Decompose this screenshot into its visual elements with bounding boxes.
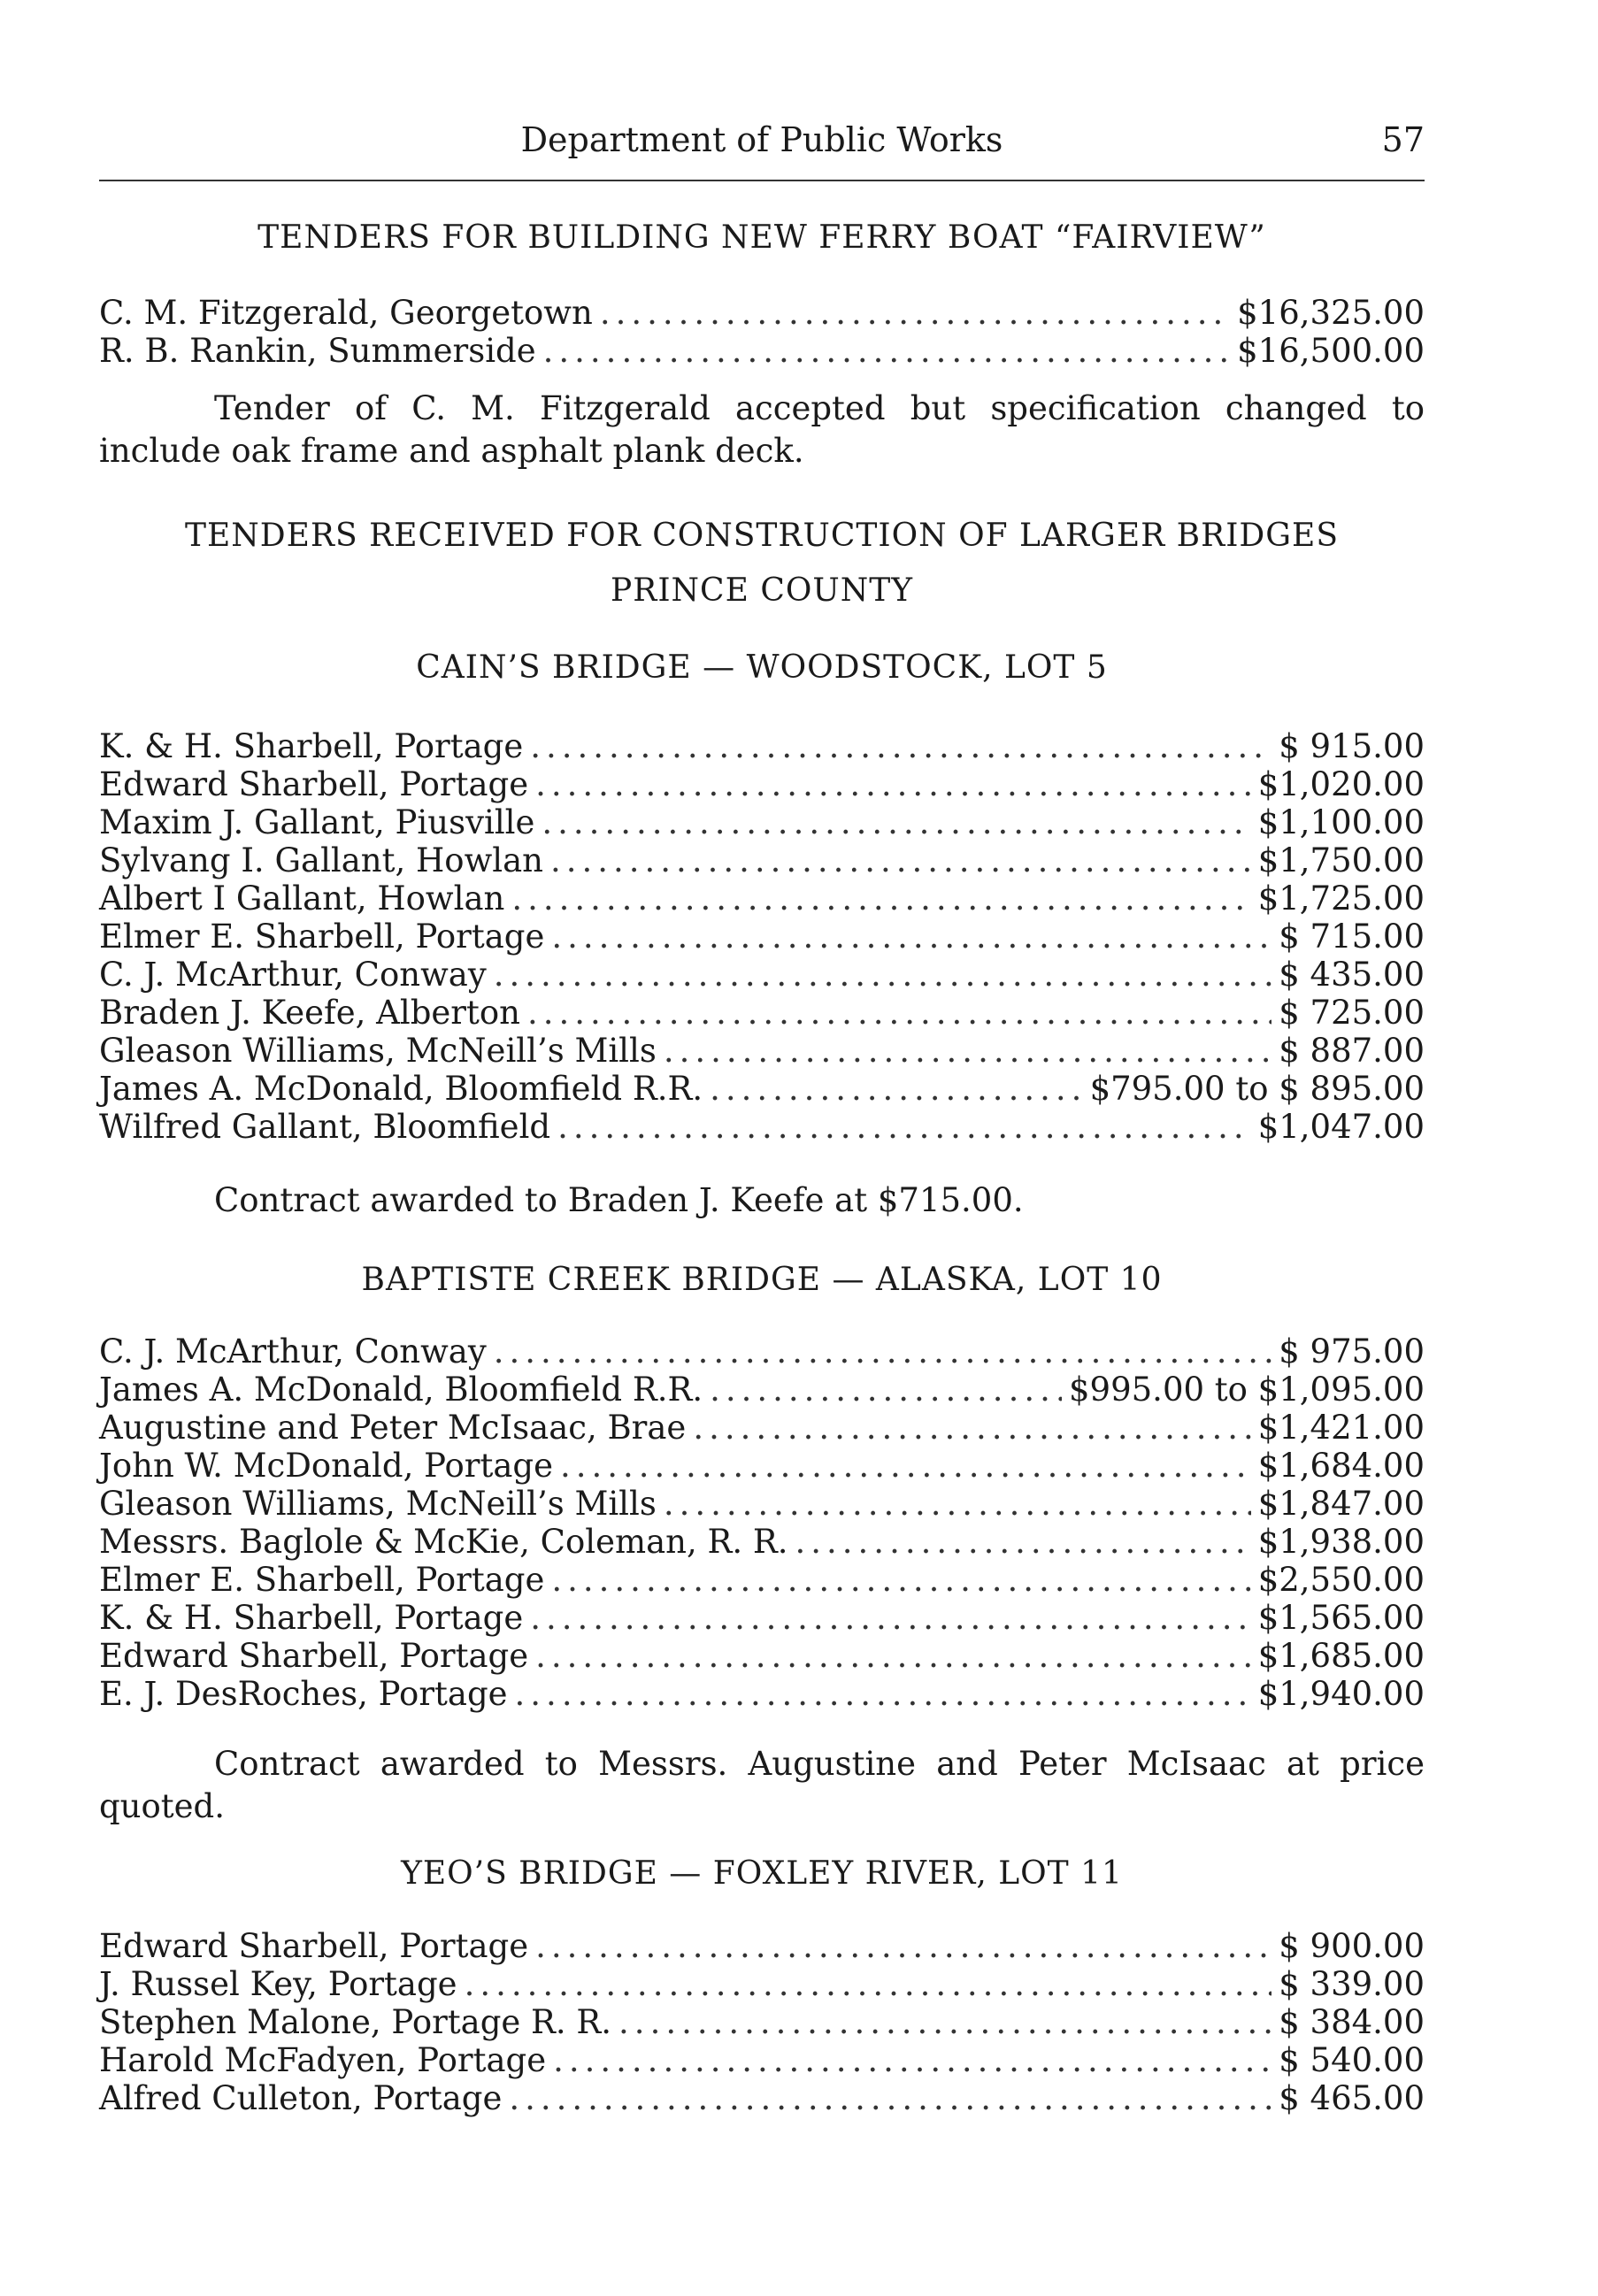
dot-leader	[535, 1927, 1271, 1965]
dot-leader	[542, 803, 1250, 841]
dot-leader	[551, 1561, 1250, 1599]
dot-leader	[527, 994, 1271, 1032]
tender-amount: $1,847.00	[1257, 1485, 1425, 1523]
tender-row	[99, 956, 1425, 994]
tender-name: Messrs. Baglole & McKie, Coleman, R. R.	[99, 1523, 788, 1561]
dot-leader	[494, 956, 1272, 994]
cains-heading: CAIN’S BRIDGE — WOODSTOCK, LOT 5	[416, 649, 1108, 686]
tender-row	[99, 803, 1425, 841]
tender-row	[99, 765, 1425, 803]
tender-row	[99, 2079, 1425, 2117]
tender-amount: $ 339.00	[1279, 1965, 1425, 2003]
tender-row	[99, 1523, 1425, 1561]
tender-row	[99, 1561, 1425, 1599]
tender-name: K. & H. Sharbell, Portage	[99, 727, 524, 765]
tender-amount: $ 384.00	[1279, 2003, 1425, 2041]
tender-row	[99, 1447, 1425, 1485]
dot-leader	[618, 2003, 1271, 2041]
tender-amount: $1,020.00	[1257, 765, 1425, 803]
tender-amount: $ 435.00	[1279, 956, 1425, 994]
tender-amount: $1,685.00	[1257, 1637, 1425, 1675]
tender-name: Elmer E. Sharbell, Portage	[99, 918, 545, 956]
tender-amount: $1,938.00	[1257, 1523, 1425, 1561]
ferry-heading: TENDERS FOR BUILDING NEW FERRY BOAT “FAIRVIEW”	[257, 219, 1266, 256]
tender-name: Maxim J. Gallant, Piusville	[99, 803, 535, 841]
tender-name: R. B. Rankin, Summerside	[99, 332, 536, 370]
cains-note: Contract awarded to Braden J. Keefe at $715.00.	[214, 1181, 1024, 1219]
tender-amount: $1,750.00	[1257, 841, 1425, 879]
tender-amount: $1,684.00	[1257, 1447, 1425, 1485]
tender-amount: $ 715.00	[1279, 918, 1425, 956]
tender-row	[99, 1108, 1425, 1146]
tender-amount: $16,500.00	[1237, 332, 1425, 370]
tender-row	[99, 294, 1425, 332]
tender-name: Gleason Williams, McNeill’s Mills	[99, 1485, 657, 1523]
tender-name: Edward Sharbell, Portage	[99, 1637, 529, 1675]
tender-amount: $2,550.00	[1257, 1561, 1425, 1599]
tender-name: Braden J. Keefe, Alberton	[99, 994, 520, 1032]
tender-row	[99, 2003, 1425, 2041]
tender-amount: $1,940.00	[1257, 1675, 1425, 1713]
page-header	[99, 120, 1425, 173]
tender-amount: $995.00 to $1,095.00	[1069, 1371, 1425, 1409]
tender-row	[99, 727, 1425, 765]
dot-leader	[795, 1523, 1251, 1561]
tender-name: Alfred Culleton, Portage	[99, 2079, 503, 2117]
tender-name: E. J. DesRoches, Portage	[99, 1675, 508, 1713]
tender-name: C. M. Fitzgerald, Georgetown	[99, 294, 593, 332]
cains-tender-list	[99, 727, 1425, 1146]
tender-row	[99, 1332, 1425, 1371]
tender-row	[99, 1965, 1425, 2003]
tender-row	[99, 332, 1425, 370]
tender-name: James A. McDonald, Bloomfield R.R.	[99, 1070, 703, 1108]
dot-leader	[535, 1637, 1251, 1675]
tender-row	[99, 1637, 1425, 1675]
tender-amount: $ 900.00	[1279, 1927, 1425, 1965]
dot-leader	[530, 1599, 1250, 1637]
dot-leader	[710, 1070, 1082, 1108]
tender-name: Elmer E. Sharbell, Portage	[99, 1561, 545, 1599]
dot-leader	[693, 1409, 1250, 1447]
dot-leader	[560, 1447, 1251, 1485]
tender-row	[99, 2041, 1425, 2079]
dot-leader	[600, 294, 1230, 332]
dot-leader	[553, 2041, 1271, 2079]
tender-amount: $1,421.00	[1257, 1409, 1425, 1447]
dot-leader	[557, 1108, 1251, 1146]
tender-row	[99, 1371, 1425, 1409]
tender-row	[99, 1032, 1425, 1070]
dot-leader	[664, 1032, 1271, 1070]
ferry-section	[99, 216, 1425, 260]
tender-row	[99, 1485, 1425, 1523]
tender-amount: $795.00 to $ 895.00	[1089, 1070, 1425, 1108]
baptiste-heading: BAPTISTE CREEK BRIDGE — ALASKA, LOT 10	[361, 1262, 1163, 1298]
tender-name: Gleason Williams, McNeill’s Mills	[99, 1032, 657, 1070]
tender-name: James A. McDonald, Bloomfield R.R.	[99, 1371, 703, 1409]
dot-leader	[710, 1371, 1062, 1409]
dot-leader	[515, 1675, 1251, 1713]
tender-amount: $ 540.00	[1279, 2041, 1425, 2079]
dot-leader	[511, 879, 1250, 918]
bridges-heading	[99, 509, 1425, 618]
tender-row	[99, 1070, 1425, 1108]
ferry-note: Tender of C. M. Fitzgerald accepted but specification changed to include oak frame and asphalt plank deck.	[99, 389, 1425, 470]
tender-name: Stephen Malone, Portage R. R.	[99, 2003, 612, 2041]
tender-name: Edward Sharbell, Portage	[99, 765, 529, 803]
tender-name: Albert I Gallant, Howlan	[99, 879, 505, 918]
yeos-heading: YEO’S BRIDGE — FOXLEY RIVER, LOT 11	[401, 1855, 1123, 1892]
tender-row	[99, 879, 1425, 918]
dot-leader	[543, 332, 1231, 370]
tender-amount: $16,325.00	[1237, 294, 1425, 332]
bridges-heading-line2: PRINCE COUNTY	[611, 572, 913, 609]
dot-leader	[664, 1485, 1251, 1523]
tender-name: John W. McDonald, Portage	[99, 1447, 553, 1485]
header-rule	[99, 180, 1425, 181]
tender-row	[99, 994, 1425, 1032]
dot-leader	[551, 918, 1271, 956]
ferry-tender-list	[99, 294, 1425, 370]
tender-name: Edward Sharbell, Portage	[99, 1927, 529, 1965]
tender-name: Wilfred Gallant, Bloomfield	[99, 1108, 551, 1146]
tender-row	[99, 1599, 1425, 1637]
tender-row	[99, 1409, 1425, 1447]
tender-amount: $1,047.00	[1257, 1108, 1425, 1146]
tender-row	[99, 1927, 1425, 1965]
tender-name: C. J. McArthur, Conway	[99, 956, 487, 994]
dot-leader	[530, 727, 1271, 765]
tender-amount: $1,565.00	[1257, 1599, 1425, 1637]
dot-leader	[509, 2079, 1271, 2117]
dot-leader	[550, 841, 1251, 879]
tender-name: J. Russel Key, Portage	[99, 1965, 457, 2003]
baptiste-note: Contract awarded to Messrs. Augustine and Peter McIsaac at price quoted.	[99, 1745, 1425, 1825]
tender-amount: $1,725.00	[1257, 879, 1425, 918]
tender-name: Harold McFadyen, Portage	[99, 2041, 547, 2079]
page-number: 57	[1381, 120, 1425, 159]
tender-name: Sylvang I. Gallant, Howlan	[99, 841, 543, 879]
tender-amount: $ 975.00	[1279, 1332, 1425, 1371]
baptiste-tender-list	[99, 1332, 1425, 1713]
tender-name: Augustine and Peter McIsaac, Brae	[99, 1409, 687, 1447]
tender-amount: $ 725.00	[1279, 994, 1425, 1032]
dot-leader	[494, 1332, 1272, 1371]
tender-amount: $1,100.00	[1257, 803, 1425, 841]
yeos-tender-list	[99, 1927, 1425, 2117]
bridges-heading-line1: TENDERS RECEIVED FOR CONSTRUCTION OF LARGER BRIDGES	[185, 518, 1339, 554]
tender-amount: $ 465.00	[1279, 2079, 1425, 2117]
tender-row	[99, 1675, 1425, 1713]
tender-amount: $ 915.00	[1279, 727, 1425, 765]
tender-row	[99, 918, 1425, 956]
dot-leader	[535, 765, 1251, 803]
running-head: Department of Public Works	[520, 120, 1003, 159]
dot-leader	[465, 1965, 1272, 2003]
tender-name: C. J. McArthur, Conway	[99, 1332, 487, 1371]
tender-amount: $ 887.00	[1279, 1032, 1425, 1070]
tender-row	[99, 841, 1425, 879]
tender-name: K. & H. Sharbell, Portage	[99, 1599, 524, 1637]
